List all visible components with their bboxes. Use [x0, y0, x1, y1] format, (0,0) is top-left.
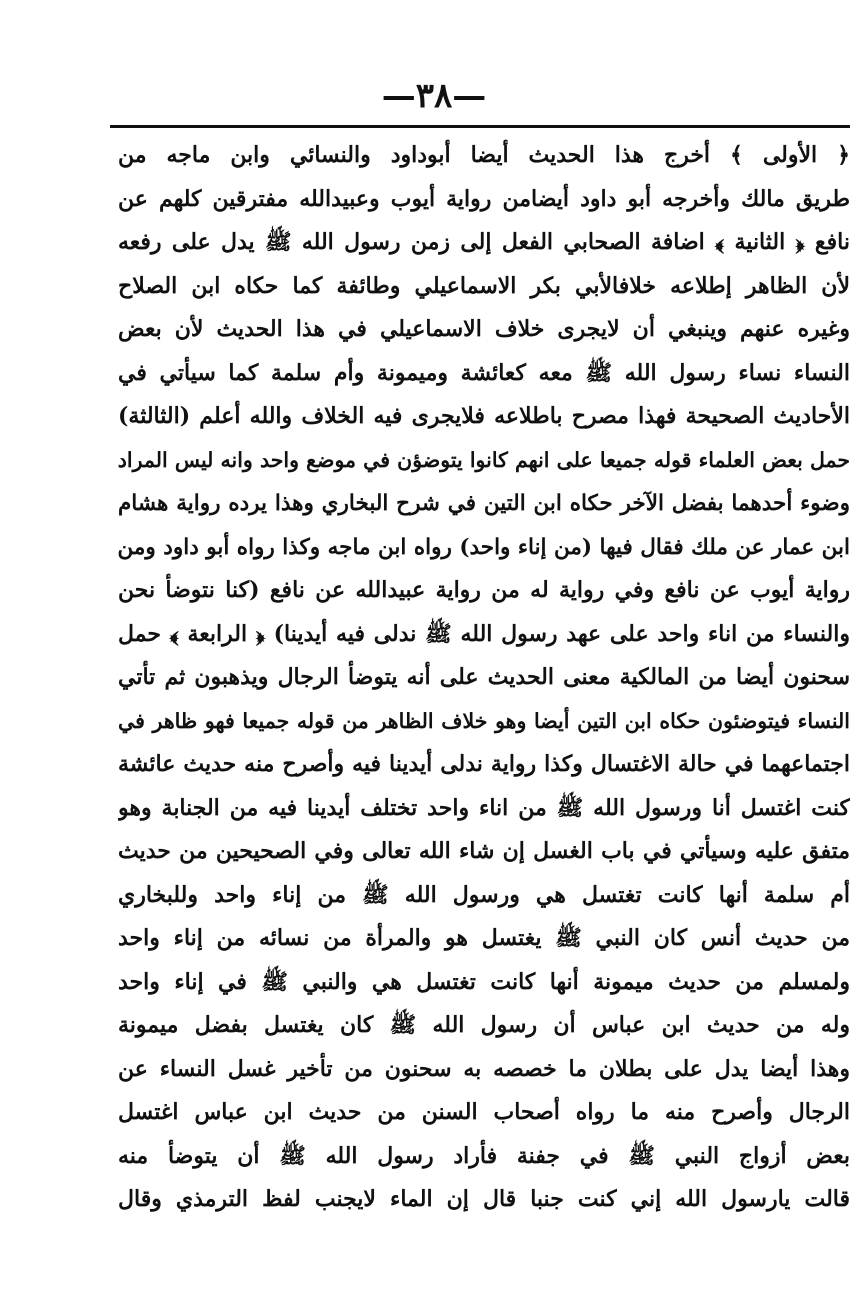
text-line: الأحاديث الصحيحة فهذا مصرح باطلاعه فلايجرى فيه الخلاف والله أعلم (الثالثة): [118, 403, 850, 429]
text-line: بعض أزواج النبي ﷺ في جفنة فأراد رسول الله ﷺ أن يتوضأ منه: [118, 1142, 850, 1169]
text-line: طريق مالك وأخرجه أبو داود أيضامن رواية أيوب وعبيدالله مفترقين كلهم عن: [118, 185, 850, 212]
text-line: أم سلمة أنها كانت تغتسل هي ورسول الله ﷺ من إناء واحد وللبخاري: [118, 881, 850, 908]
text-line: حمل بعض العلماء قوله جميعا على انهم كانوا يتوضؤن في موضع واحد وانه ليس المراد: [118, 447, 850, 472]
text-line: وضوء أحدهما بفضل الآخر حكاه ابن التين في شرح البخاري وهذا يرده رواية هشام: [118, 491, 850, 516]
text-line: كنت اغتسل أنا ورسول الله ﷺ من اناء واحد تختلف أيدينا فيه من الجنابة وهو: [118, 794, 850, 821]
text-line: وغيره عنهم وينبغي أن لايجرى خلاف الاسماعيلي في هذا الحديث لأن بعض: [118, 316, 850, 342]
text-line: والنساء من اناء واحد على عهد رسول الله ﷺ ندلى فيه أيدينا) ﴿ الرابعة ﴾ حمل: [118, 620, 850, 647]
text-line: ولمسلم من حديث ميمونة أنها كانت تغتسل هي والنبي ﷺ في إناء واحد: [118, 968, 850, 995]
text-line: وهذا أيضا يدل على بطلان ما خصصه به سحنون من تأخير غسل النساء عن: [118, 1055, 850, 1082]
text-line: وله من حديث ابن عباس أن رسول الله ﷺ كان يغتسل بفضل ميمونة: [118, 1012, 850, 1038]
text-line: ﴿ الأولى ﴾ أخرج هذا الحديث أيضا أبوداود والنسائي وابن ماجه من: [118, 142, 850, 168]
text-line: النساء نساء رسول الله ﷺ معه كعائشة وميمونة وأم سلمة كما سيأتي في: [118, 359, 850, 386]
body-text: [118, 134, 850, 1222]
text-line: نافع ﴿ الثانية ﴾ اضافة الصحابي الفعل إلى زمن رسول الله ﷺ يدل على رفعه: [118, 229, 850, 255]
text-line: النساء فيتوضئون حكاه ابن التين أيضا وهو خلاف الظاهر من قوله جميعا فهو ظاهر في: [118, 708, 850, 733]
text-line: اجتماعهما في حالة الاغتسال وكذا رواية ندلى أيدينا فيه وأصرح منه حديث عائشة: [118, 751, 850, 777]
page-number: —٣٨—: [381, 76, 487, 116]
text-line: قالت يارسول الله إني كنت جنبا قال إن الماء لايجنب لفظ الترمذي وقال: [118, 1186, 850, 1212]
text-line: متفق عليه وسيأتي في باب الغسل إن شاء الله تعالى وفي الصحيحين من حديث: [118, 838, 850, 864]
text-line: الرجال وأصرح منه ما رواه أصحاب السنن من حديث ابن عباس اغتسل: [118, 1099, 850, 1125]
text-line: من حديث أنس كان النبي ﷺ يغتسل هو والمرأة من نسائه من إناء واحد: [118, 925, 850, 951]
text-line: ابن عمار عن ملك فقال فيها (من إناء واحد) رواه ابن ماجه وكذا رواه أبو داود ومن: [118, 534, 850, 560]
header-rule: [110, 125, 850, 128]
text-line: رواية أيوب عن نافع وفي رواية له من رواية عبيدالله عن نافع (كنا نتوضأ نحن: [118, 577, 850, 603]
text-line: سحنون أيضا من المالكية معنى الحديث على أنه يتوضأ الرجال ويذهبون ثم تأتي: [118, 664, 850, 690]
text-line: لأن الظاهر إطلاعه خلافالأبي بكر الاسماعيلي وطائفة كما حكاه ابن الصلاح: [118, 272, 850, 299]
